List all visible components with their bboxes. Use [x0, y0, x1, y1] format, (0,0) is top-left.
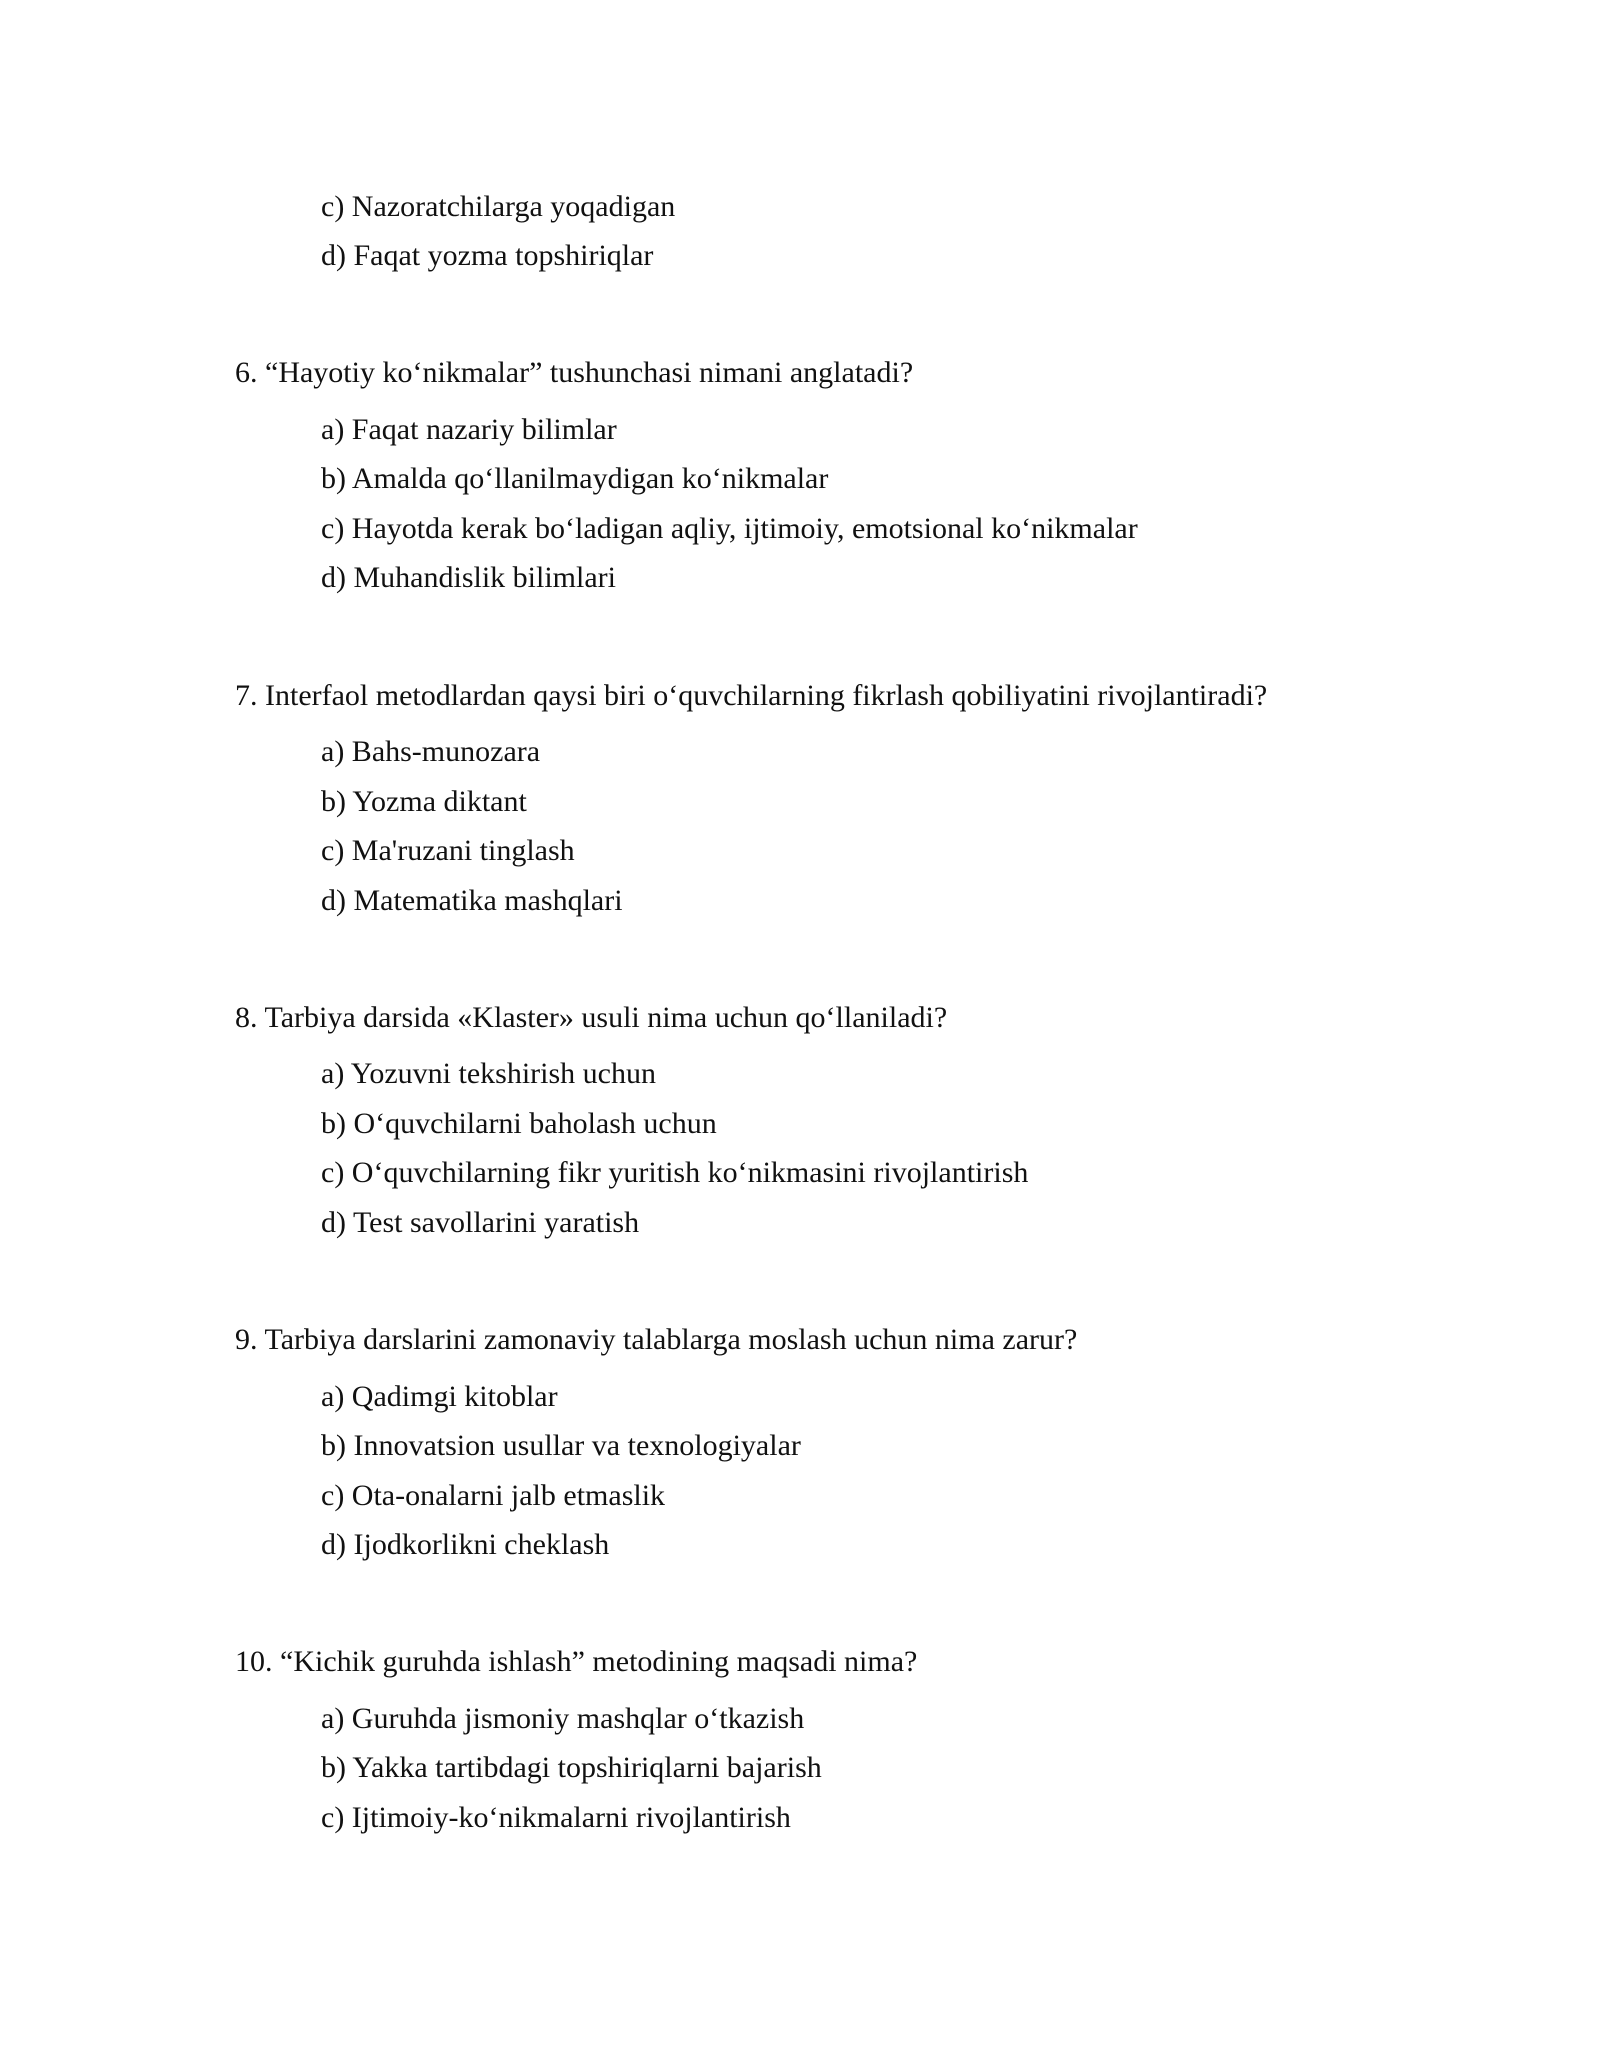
answer-option: c) Ma'ruzani tinglash: [321, 834, 575, 867]
answer-option: a) Bahs-munozara: [321, 735, 541, 768]
answer-option: c) Nazoratchilarga yoqadigan: [321, 190, 676, 223]
answer-option: d) Matematika mashqlari: [321, 884, 623, 917]
answer-option: a) Yozuvni tekshirish uchun: [321, 1057, 656, 1090]
question-7-text: 7. Interfaol metodlardan qaysi biri oʻquvchilarning fikrlash qobiliyatini rivojlantiradi?: [235, 679, 1268, 712]
answer-option: d) Test savollarini yaratish: [321, 1206, 640, 1239]
answer-option: b) Innovatsion usullar va texnologiyalar: [321, 1429, 801, 1462]
answer-option: a) Guruhda jismoniy mashqlar oʻtkazish: [321, 1702, 805, 1735]
answer-option: d) Ijodkorlikni cheklash: [321, 1528, 610, 1561]
answer-option: d) Faqat yozma topshiriqlar: [321, 239, 654, 272]
answer-option: c) Ijtimoiy-koʻnikmalarni rivojlantirish: [321, 1801, 791, 1834]
question-10-text: 10. “Kichik guruhda ishlash” metodining maqsadi nima?: [235, 1645, 918, 1678]
answer-option: a) Faqat nazariy bilimlar: [321, 413, 617, 446]
answer-option: b) Yozma diktant: [321, 785, 527, 818]
answer-option: b) Amalda qoʻllanilmaydigan koʻnikmalar: [321, 462, 829, 495]
answer-option: a) Qadimgi kitoblar: [321, 1380, 558, 1413]
answer-option: d) Muhandislik bilimlari: [321, 561, 616, 594]
answer-option: b) Yakka tartibdagi topshiriqlarni bajarish: [321, 1751, 822, 1784]
answer-option: c) Oʻquvchilarning fikr yuritish koʻnikmasini rivojlantirish: [321, 1156, 1029, 1189]
question-9-text: 9. Tarbiya darslarini zamonaviy talablarga moslash uchun nima zarur?: [235, 1323, 1078, 1356]
answer-option: c) Ota-onalarni jalb etmaslik: [321, 1479, 666, 1512]
question-8-text: 8. Tarbiya darsida «Klaster» usuli nima uchun qoʻllaniladi?: [235, 1001, 948, 1034]
answer-option: b) Oʻquvchilarni baholash uchun: [321, 1107, 717, 1140]
question-6-text: 6. “Hayotiy koʻnikmalar” tushunchasi nimani anglatadi?: [235, 356, 914, 389]
answer-option: c) Hayotda kerak boʻladigan aqliy, ijtimoiy, emotsional koʻnikmalar: [321, 512, 1138, 545]
